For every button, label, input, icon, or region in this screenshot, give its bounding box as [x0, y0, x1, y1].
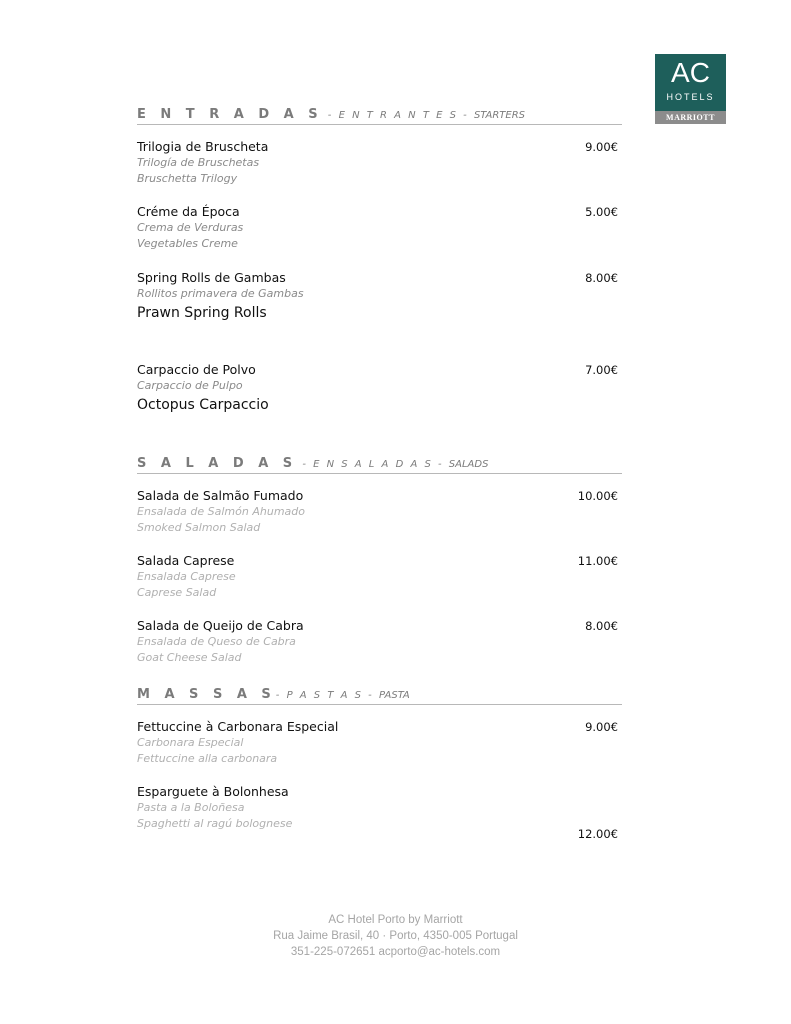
dish-name: Créme da Época	[137, 204, 240, 219]
dish-name-es: Rollitos primavera de Gambas	[137, 287, 304, 300]
dish-price: 7.00€	[585, 363, 618, 377]
menu-item	[137, 784, 618, 841]
logo-ac-text: AC	[671, 57, 710, 88]
dish-name-es: Carpaccio de Pulpo	[137, 379, 243, 392]
dish-price: 10.00€	[577, 489, 618, 503]
ac-hotels-logo	[655, 54, 726, 124]
section-sep-en: -	[432, 459, 449, 470]
dish-name-en: Fettuccine alla carbonara	[137, 752, 278, 765]
dish-price: 5.00€	[585, 205, 618, 219]
dish-name: Carpaccio de Polvo	[137, 362, 256, 377]
dish-name-es: Ensalada Caprese	[137, 570, 236, 583]
section-heading-saladas	[137, 452, 622, 474]
hotel-name: AC Hotel Porto by Marriott	[328, 914, 463, 926]
dish-name: Trilogia de Bruscheta	[137, 139, 269, 154]
section-heading-entradas	[137, 103, 622, 125]
section-sep: -	[275, 690, 287, 701]
menu-item	[137, 139, 618, 187]
dish-name-en: Vegetables Creme	[137, 237, 238, 250]
menu-item	[137, 719, 618, 767]
logo-marriott-band: MARRIOTT	[655, 111, 726, 124]
dish-price: 11.00€	[577, 554, 618, 568]
dish-price: 9.00€	[585, 140, 618, 154]
dish-name-es: Carbonara Especial	[137, 736, 244, 749]
section-sep-en: -	[363, 690, 379, 701]
section-title: E N T R A D A S	[137, 107, 323, 122]
dish-name-en: Spaghetti al ragú bolognese	[137, 817, 293, 830]
dish-name-en: Smoked Salmon Salad	[137, 521, 261, 534]
section-subtitle-en: PASTA	[378, 690, 410, 701]
menu-item	[137, 488, 618, 536]
dish-name: Spring Rolls de Gambas	[137, 270, 286, 285]
dish-price: 8.00€	[585, 619, 618, 633]
dish-name: Esparguete à Bolonhesa	[137, 784, 289, 799]
menu-item	[137, 618, 618, 666]
dish-name-en: Octopus Carpaccio	[137, 397, 269, 413]
section-subtitle-es: E N T R A N T E S	[338, 110, 458, 121]
section-title: S A L A D A S	[137, 456, 298, 471]
dish-name: Salada de Queijo de Cabra	[137, 618, 304, 633]
menu-item	[137, 270, 618, 323]
section-subtitle-es: P A S T A S	[286, 690, 363, 701]
section-subtitle-es: E N S A L A D A S	[313, 459, 433, 470]
dish-name-en: Goat Cheese Salad	[137, 651, 242, 664]
section-subtitle-en: STARTERS	[473, 110, 525, 121]
dish-name-en: Bruschetta Trilogy	[137, 172, 238, 185]
dish-name-es: Trilogía de Bruschetas	[137, 156, 260, 169]
menu-item	[137, 553, 618, 601]
menu-item	[137, 362, 618, 415]
dish-name-es: Ensalada de Salmón Ahumado	[137, 505, 305, 518]
section-sep-en: -	[457, 110, 474, 121]
hotel-footer	[0, 912, 791, 960]
dish-name: Salada Caprese	[137, 553, 235, 568]
dish-name-es: Crema de Verduras	[137, 221, 244, 234]
hotel-contact: 351-225-072651 acporto@ac-hotels.com	[290, 946, 501, 958]
dish-name-en: Caprese Salad	[137, 586, 217, 599]
dish-name-es: Ensalada de Queso de Cabra	[137, 635, 296, 648]
section-sep: -	[297, 459, 314, 470]
logo-hotels-text: HOTELS	[666, 92, 715, 102]
section-title: M A S S A S	[137, 687, 276, 702]
menu-item	[137, 204, 618, 252]
section-sep: -	[322, 110, 339, 121]
dish-name: Fettuccine à Carbonara Especial	[137, 719, 339, 734]
section-subtitle-en: SALADS	[448, 459, 489, 470]
hotel-address: Rua Jaime Brasil, 40 · Porto, 4350-005 Portugal	[273, 930, 518, 942]
dish-price: 12.00€	[577, 827, 618, 841]
section-heading-massas	[137, 683, 622, 705]
dish-name-es: Pasta a la Boloñesa	[137, 801, 245, 814]
dish-price: 9.00€	[585, 720, 618, 734]
dish-name: Salada de Salmão Fumado	[137, 488, 304, 503]
dish-price: 8.00€	[585, 271, 618, 285]
dish-name-en: Prawn Spring Rolls	[137, 305, 267, 321]
